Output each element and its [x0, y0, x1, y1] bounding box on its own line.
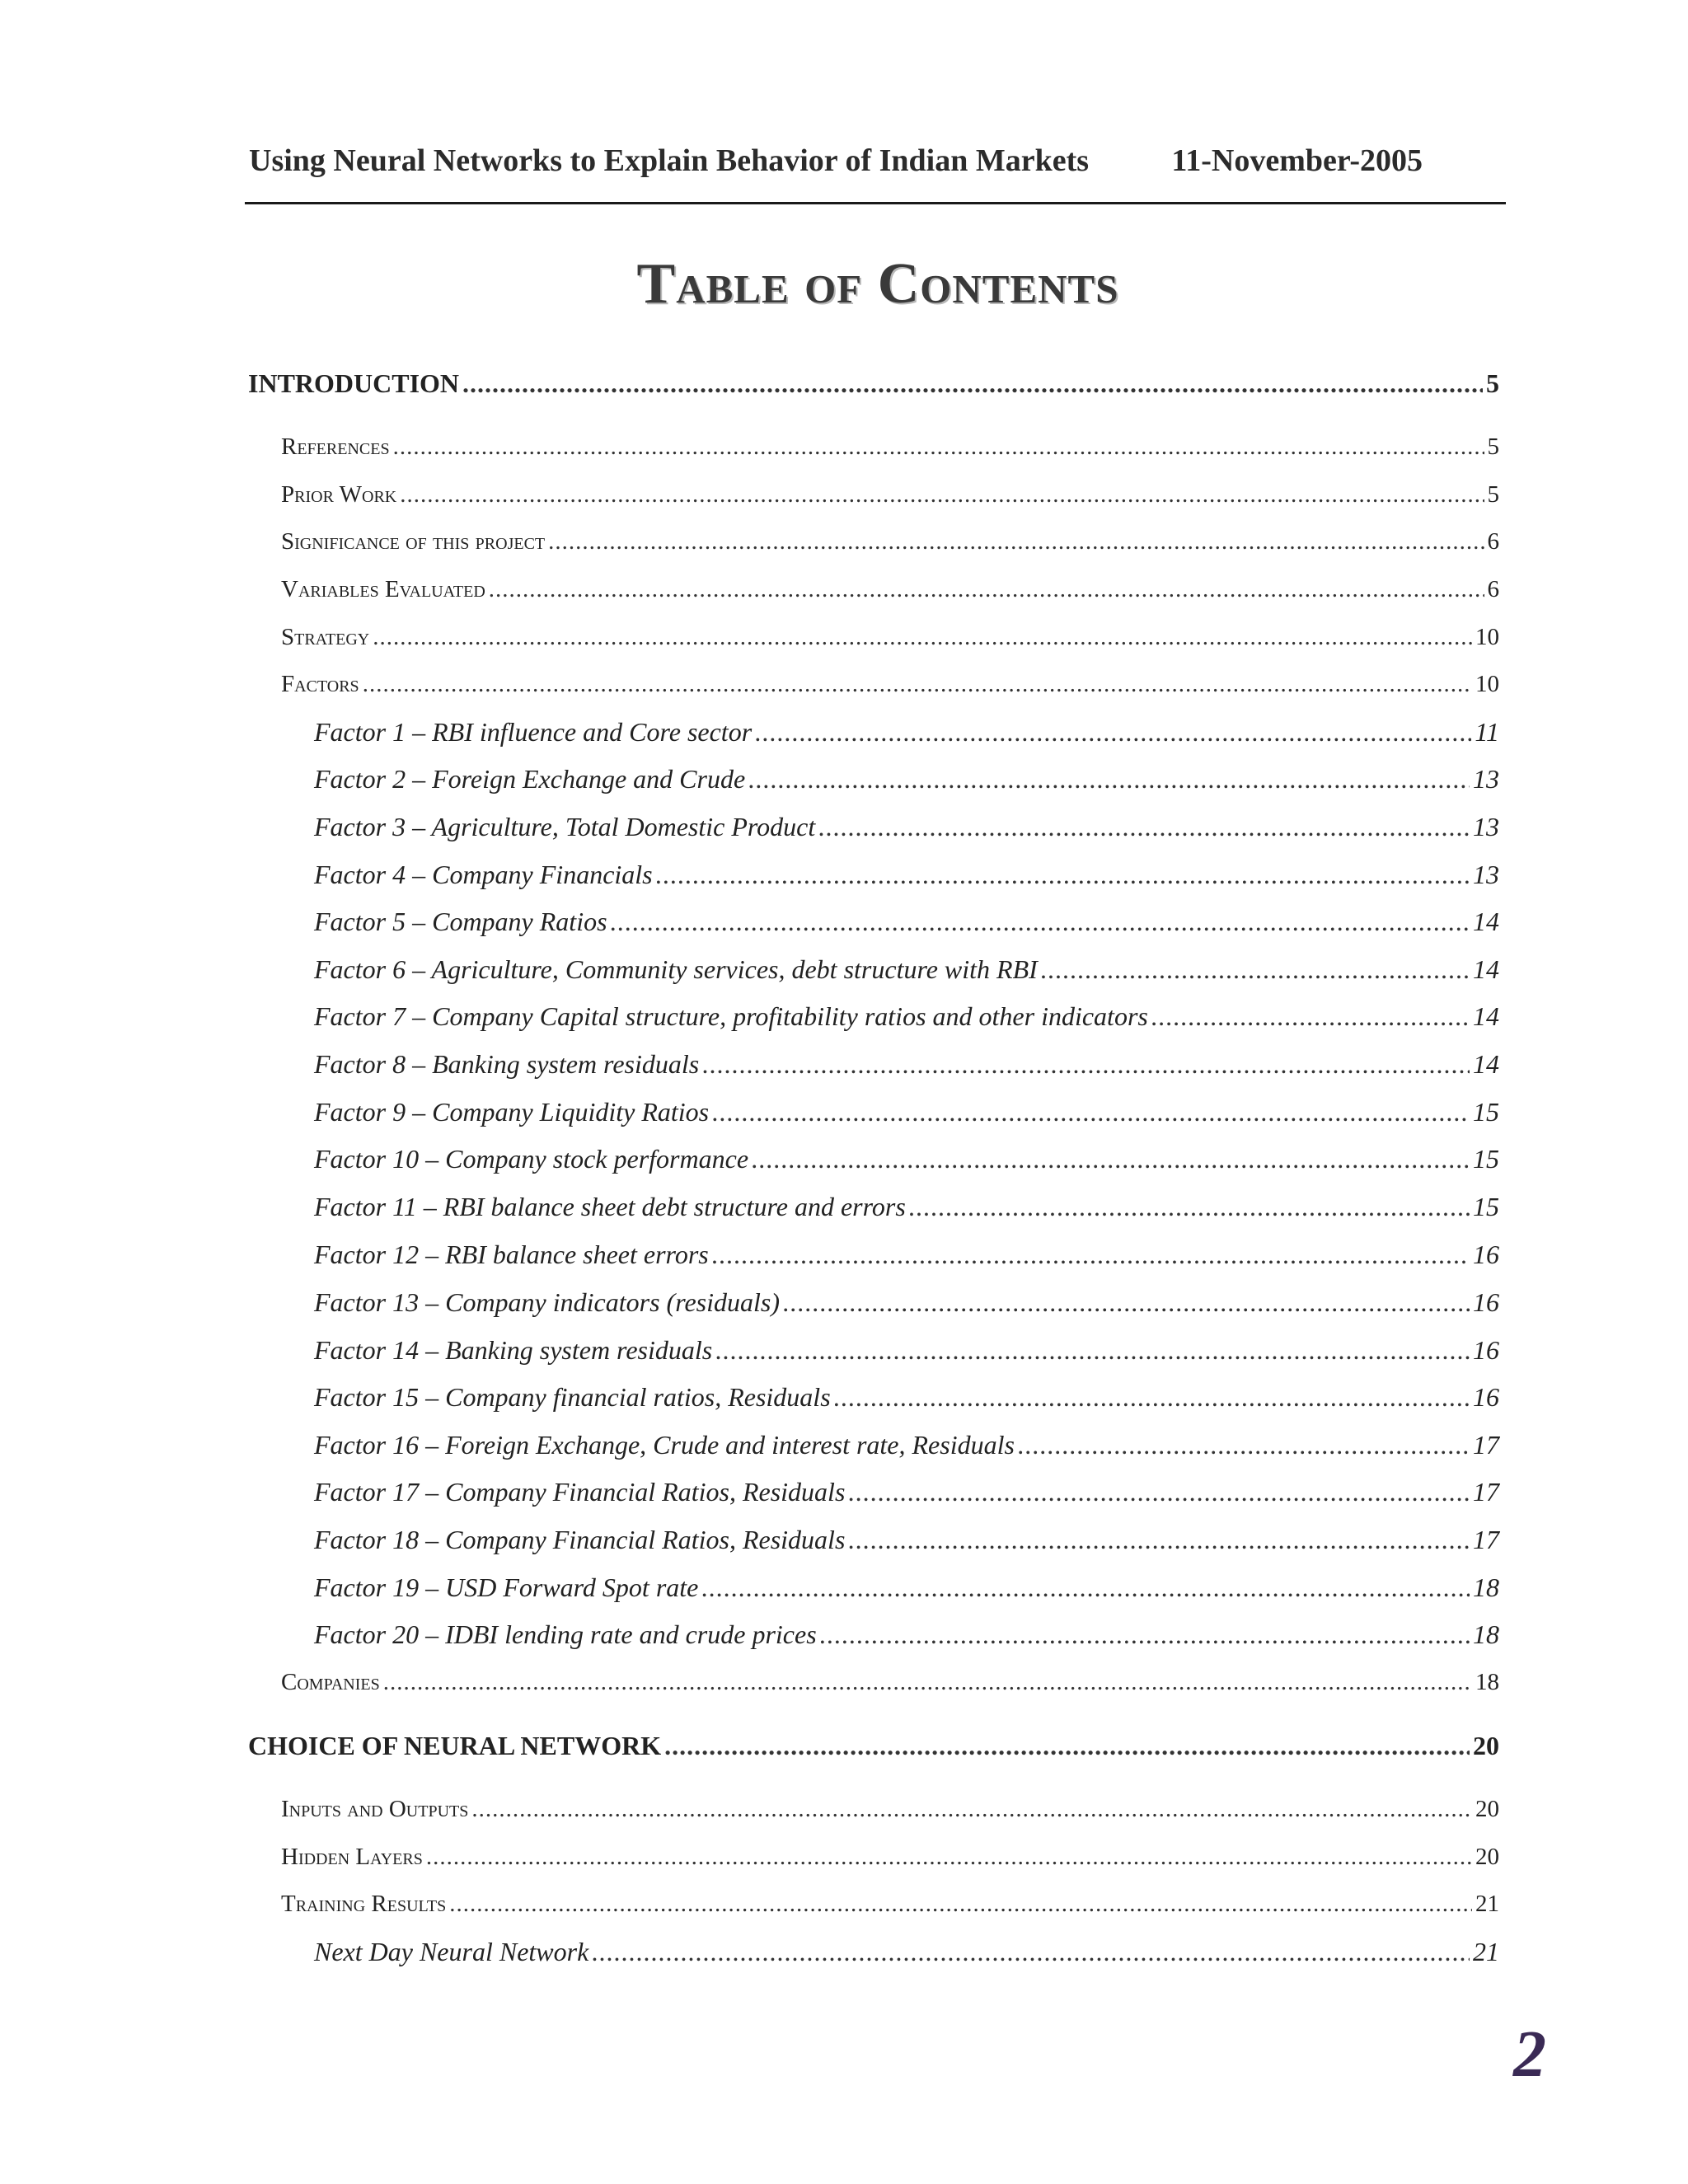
dot-leader — [752, 1141, 1470, 1177]
toc-item[interactable] — [314, 951, 1499, 987]
toc-entry-label: Next Day Neural Network — [314, 1937, 589, 1966]
toc-entry-label: Factor 4 – Company Financials — [314, 860, 653, 889]
toc-entry-page: 15 — [1473, 1097, 1499, 1127]
toc-entry-page: 6 — [1487, 528, 1499, 555]
toc-entry-label: Factor 1 – RBI influence and Core sector — [314, 717, 753, 747]
toc-entry-page: 14 — [1473, 1001, 1499, 1031]
dot-leader — [818, 808, 1470, 845]
toc-entry-page: 15 — [1473, 1192, 1499, 1221]
toc-item[interactable] — [314, 1427, 1499, 1463]
toc-item[interactable] — [314, 1141, 1499, 1177]
toc-entry-label: INTRODUCTION — [248, 368, 460, 398]
dot-leader — [548, 523, 1484, 560]
toc-item[interactable] — [314, 761, 1499, 797]
toc-item[interactable] — [314, 1569, 1499, 1605]
toc-subsection[interactable] — [281, 666, 1499, 702]
toc-subsection[interactable] — [281, 1886, 1499, 1922]
toc-entry-label: Hidden Layers — [281, 1844, 423, 1870]
toc-entry-label: Factor 9 – Company Liquidity Ratios — [314, 1097, 710, 1127]
dot-leader — [1041, 951, 1470, 987]
toc-entry-label: Factor 14 – Banking system residuals — [314, 1335, 713, 1365]
toc-item[interactable] — [314, 1236, 1499, 1272]
toc-item[interactable] — [314, 1474, 1499, 1510]
toc-entry-page: 17 — [1473, 1525, 1499, 1554]
toc-entry-page: 13 — [1473, 860, 1499, 889]
toc-entry-label: Factor 8 – Banking system residuals — [314, 1049, 700, 1079]
toc-entry-page: 16 — [1473, 1287, 1499, 1317]
toc-entry-label: Factor 10 – Company stock performance — [314, 1144, 749, 1174]
toc-entry-page: 18 — [1475, 1669, 1499, 1695]
toc-entry-label: Factor 16 – Foreign Exchange, Crude and interest rate, Residuals — [314, 1430, 1015, 1460]
toc-item[interactable] — [314, 1284, 1499, 1320]
toc-entry-label: Factor 11 – RBI balance sheet debt structure and errors — [314, 1192, 906, 1221]
dot-leader — [656, 856, 1470, 893]
document-date: 11-November-2005 — [1171, 143, 1423, 178]
toc-entry-label: Factor 6 – Agriculture, Community services, debt structure with RBI — [314, 954, 1038, 984]
toc-subsection[interactable] — [281, 1791, 1499, 1827]
dot-leader — [426, 1839, 1472, 1875]
toc-item[interactable] — [314, 808, 1499, 845]
toc-item[interactable] — [314, 714, 1499, 750]
toc-entry-label: Factor 20 – IDBI lending rate and crude prices — [314, 1619, 817, 1649]
toc-item[interactable] — [314, 1094, 1499, 1130]
toc-item[interactable] — [314, 998, 1499, 1034]
toc-subsection[interactable] — [281, 571, 1499, 607]
dot-leader — [701, 1569, 1470, 1605]
toc-item[interactable] — [314, 1379, 1499, 1415]
toc-entry-label: Factor 12 – RBI balance sheet errors — [314, 1240, 709, 1269]
dot-leader — [848, 1474, 1470, 1510]
dot-leader — [748, 761, 1470, 797]
toc-entry-label: Inputs and Outputs — [281, 1796, 469, 1822]
dot-leader — [1151, 998, 1470, 1034]
toc-subsection[interactable] — [281, 619, 1499, 655]
toc-entry-page: 18 — [1473, 1572, 1499, 1602]
toc-subsection[interactable] — [281, 429, 1499, 465]
toc-section[interactable] — [248, 365, 1499, 401]
toc-entry-label: Factor 7 – Company Capital structure, profitability ratios and other indicators — [314, 1001, 1148, 1031]
toc-entry-label: Companies — [281, 1669, 380, 1695]
toc-entry-page: 16 — [1473, 1382, 1499, 1412]
dot-leader — [820, 1616, 1470, 1652]
toc-subsection[interactable] — [281, 476, 1499, 513]
toc-entry-page: 10 — [1475, 671, 1499, 697]
toc-heading: Table of Contents — [636, 252, 1119, 316]
dot-leader — [592, 1933, 1470, 1970]
toc-item[interactable] — [314, 1332, 1499, 1368]
toc-entry-label: Significance of this project — [281, 528, 546, 555]
toc-item[interactable] — [314, 1521, 1499, 1558]
toc-item[interactable] — [314, 1616, 1499, 1652]
toc-entry-label: Factor 15 – Company financial ratios, Residuals — [314, 1382, 831, 1412]
dot-leader — [400, 476, 1484, 513]
toc-entry-page: 11 — [1475, 717, 1499, 747]
toc-subsection[interactable] — [281, 1664, 1499, 1700]
toc-entry-page: 14 — [1473, 954, 1499, 984]
dot-leader — [834, 1379, 1470, 1415]
toc-entry-page: 13 — [1473, 764, 1499, 794]
toc-entry-label: Factor 13 – Company indicators (residuals) — [314, 1287, 780, 1317]
document-title: Using Neural Networks to Explain Behavior of Indian Markets — [249, 143, 1090, 178]
page-number: 2 — [1513, 2018, 1546, 2091]
toc-item[interactable] — [314, 1188, 1499, 1225]
dot-leader — [848, 1521, 1470, 1558]
dot-leader — [471, 1791, 1472, 1827]
toc-entry-page: 20 — [1475, 1844, 1499, 1870]
dot-leader — [715, 1332, 1470, 1368]
toc-entry-page: 21 — [1473, 1937, 1499, 1966]
dot-leader — [712, 1236, 1470, 1272]
toc-entry-page: 20 — [1473, 1731, 1499, 1760]
toc-entry-page: 17 — [1473, 1430, 1499, 1460]
toc-entry-page: 16 — [1473, 1335, 1499, 1365]
toc-entry-page: 13 — [1473, 812, 1499, 841]
dot-leader — [712, 1094, 1470, 1130]
dot-leader — [702, 1046, 1470, 1082]
dot-leader — [664, 1727, 1470, 1764]
toc-subsection[interactable] — [281, 523, 1499, 560]
toc-subsection[interactable] — [281, 1839, 1499, 1875]
toc-entry-page: 6 — [1487, 576, 1499, 602]
toc-entry-page: 18 — [1473, 1619, 1499, 1649]
toc-entry-label: Factor 5 – Company Ratios — [314, 907, 607, 936]
dot-leader — [393, 429, 1484, 465]
toc-entry-label: Factor 2 – Foreign Exchange and Crude — [314, 764, 746, 794]
dot-leader — [755, 714, 1471, 750]
toc-entry-page: 20 — [1475, 1796, 1499, 1822]
toc-entry-page: 16 — [1473, 1240, 1499, 1269]
toc-entry-label: Factor 3 – Agriculture, Total Domestic Product — [314, 812, 816, 841]
dot-leader — [383, 1664, 1472, 1700]
toc-item[interactable] — [314, 903, 1499, 940]
dot-leader — [489, 571, 1484, 607]
dot-leader — [611, 903, 1470, 940]
dot-leader — [909, 1188, 1470, 1225]
dot-leader — [373, 619, 1472, 655]
toc-entry-page: 21 — [1475, 1891, 1499, 1917]
dot-leader — [783, 1284, 1470, 1320]
toc-entry-page: 14 — [1473, 1049, 1499, 1079]
toc-entry-label: Factor 19 – USD Forward Spot rate — [314, 1572, 699, 1602]
toc-item[interactable] — [314, 1046, 1499, 1082]
toc-entry-page: 5 — [1486, 368, 1499, 398]
toc-entry-page: 5 — [1487, 481, 1499, 508]
toc-entry-label: Factors — [281, 671, 359, 697]
toc-entry-label: Variables Evaluated — [281, 576, 485, 602]
toc-item[interactable] — [314, 1933, 1499, 1970]
dot-leader — [1018, 1427, 1470, 1463]
dot-leader — [363, 666, 1472, 702]
dot-leader — [462, 365, 1483, 401]
toc-entry-label: Training Results — [281, 1891, 447, 1917]
toc-entry-page: 10 — [1475, 624, 1499, 650]
toc-entry-label: References — [281, 434, 390, 460]
toc-entry-label: Prior Work — [281, 481, 397, 508]
toc-item[interactable] — [314, 856, 1499, 893]
toc-entry-label: Factor 18 – Company Financial Ratios, Residuals — [314, 1525, 846, 1554]
dot-leader — [449, 1886, 1472, 1922]
toc-entry-page: 14 — [1473, 907, 1499, 936]
toc-section[interactable] — [248, 1727, 1499, 1764]
toc-entry-label: CHOICE OF NEURAL NETWORK — [248, 1731, 662, 1760]
toc-entry-page: 17 — [1473, 1477, 1499, 1507]
toc-entry-label: Strategy — [281, 624, 370, 650]
toc-entry-page: 5 — [1487, 434, 1499, 460]
toc-entry-page: 15 — [1473, 1144, 1499, 1174]
toc-entry-label: Factor 17 – Company Financial Ratios, Residuals — [314, 1477, 846, 1507]
